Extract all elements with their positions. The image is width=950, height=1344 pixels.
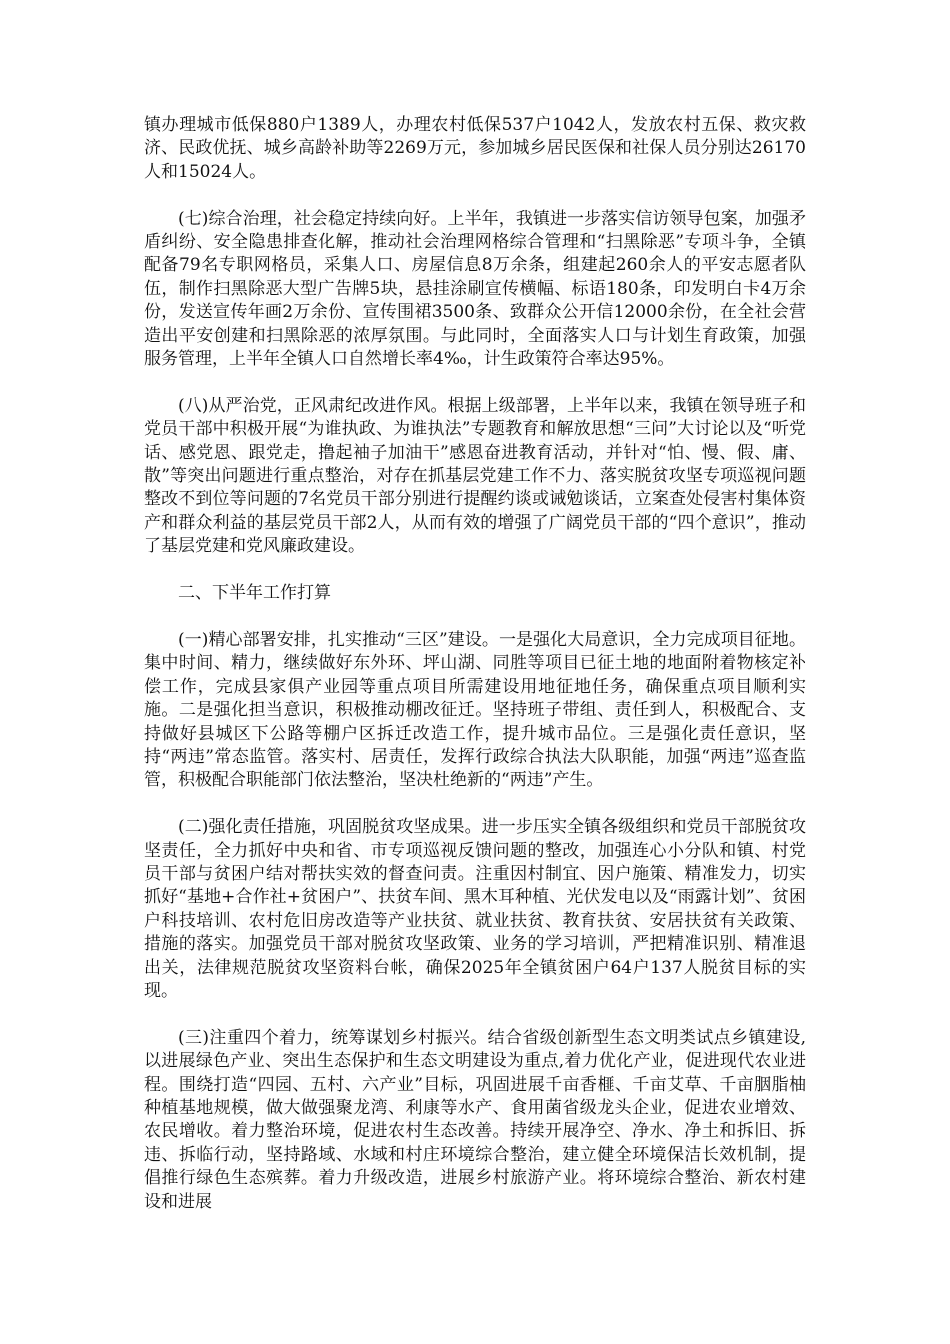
- document-body: [144, 114, 806, 1237]
- paragraph-continuation: 镇办理城市低保880户1389人，办理农村低保537户1042人，发放农村五保、救灾救济、民政优抚、城乡高龄补助等2269万元，参加城乡居民医保和社保人员分别达26170人和15024人。: [144, 115, 806, 182]
- paragraph-party-discipline: (八)从严治党，正风肃纪改进作风。根据上级部署，上半年以来，我镇在领导班子和党员干部中积极开展“为谁执政、为谁执法”专题教育和解放思想“三问”大讨论以及“听党话、感党恩、跟党走，撸起袖子加油干”感恩奋进教育活动，并针对“怕、慢、假、庸、散”等突出问题进行重点整治，对存在抓基层党建工作不力、落实脱贫攻坚专项巡视问题整改不到位等问题的7名党员干部分别进行提醒约谈或诫勉谈话，立案查处侵害村集体资产和群众利益的基层党员干部2人，从而有效的增强了广阔党员干部的“四个意识”，推动了基层党建和党风廉政建设。: [144, 395, 806, 557]
- paragraph-comprehensive-governance: (七)综合治理，社会稳定持续向好。上半年，我镇进一步落实信访领导包案，加强矛盾纠纷、安全隐患排查化解，推动社会治理网格综合管理和“扫黑除恶”专项斗争，全镇配备79名专职网格员，采集人口、房屋信息8万余条，组建起260余人的平安志愿者队伍，制作扫黑除恶大型广告牌5块，悬挂涂刷宣传横幅、标语180条，印发明白卡4万余份，发送宣传年画2万余份、宣传围裙3500条、致群众公开信12000余份，在全社会营造出平安创建和扫黑除恶的浓厚氛围。与此同时，全面落实人口与计划生育政策，加强服务管理，上半年全镇人口自然增长率4‰，计生政策符合率达95%。: [144, 208, 806, 370]
- paragraph-rural-revitalization: (三)注重四个着力，统筹谋划乡村振兴。结合省级创新型生态文明类试点乡镇建设,以进展绿色产业、突出生态保护和生态文明建设为重点,着力优化产业，促进现代农业进程。围绕打造“四园、五村、六产业”目标，巩固进展千亩香榧、千亩艾草、千亩胭脂柚种植基地规模，做大做强聚龙湾、利康等水产、食用菌省级龙头企业，促进农业增效、农民增收。着力整治环境，促进农村生态改善。持续开展净空、净水、净土和拆旧、拆违、拆临行动，坚持路域、水域和村庄环境综合整治，建立健全环境保洁长效机制，提倡推行绿色生态殡葬。着力升级改造，进展乡村旅游产业。将环境综合整治、新农村建设和进展: [144, 1027, 806, 1212]
- section-heading-second-half-plan: 二、下半年工作打算: [178, 583, 331, 604]
- paragraph-poverty-alleviation: (二)强化责任措施，巩固脱贫攻坚成果。进一步压实全镇各级组织和党员干部脱贫攻坚责任，全力抓好中央和省、市专项巡视反馈问题的整改，加强连心小分队和镇、村党员干部与贫困户结对帮扶实效的督查问责。注重因村制宜、因户施策、精准发力，切实抓好“基地+合作社+贫困户”、扶贫车间、黑木耳种植、光伏发电以及“雨露计划”、贫困户科技培训、农村危旧房改造等产业扶贫、就业扶贫、教育扶贫、安居扶贫有关政策、措施的落实。加强党员干部对脱贫攻坚政策、业务的学习培训，严把精准识别、精准退出关，法律规范脱贫攻坚资料台帐，确保2025年全镇贫困户64户137人脱贫目标的实现。: [144, 817, 806, 1001]
- paragraph-three-zones: (一)精心部署安排，扎实推动“三区”建设。一是强化大局意识，全力完成项目征地。集中时间、精力，继续做好东外环、坪山湖、同胜等项目已征土地的地面附着物核定补偿工作，完成县家俱产业园等重点项目所需建设用地征地任务，确保重点项目顺利实施。二是强化担当意识，积极推动棚改征迁。坚持班子带组、责任到人，积极配合、支持做好县城区下公路等棚户区拆迁改造工作，提升城市品位。三是强化责任意识，坚持“两违”常态监管。落实村、居责任，发挥行政综合执法大队职能，加强“两违”巡查监管，积极配合职能部门依法整治，坚决杜绝新的“两违”产生。: [144, 629, 806, 791]
